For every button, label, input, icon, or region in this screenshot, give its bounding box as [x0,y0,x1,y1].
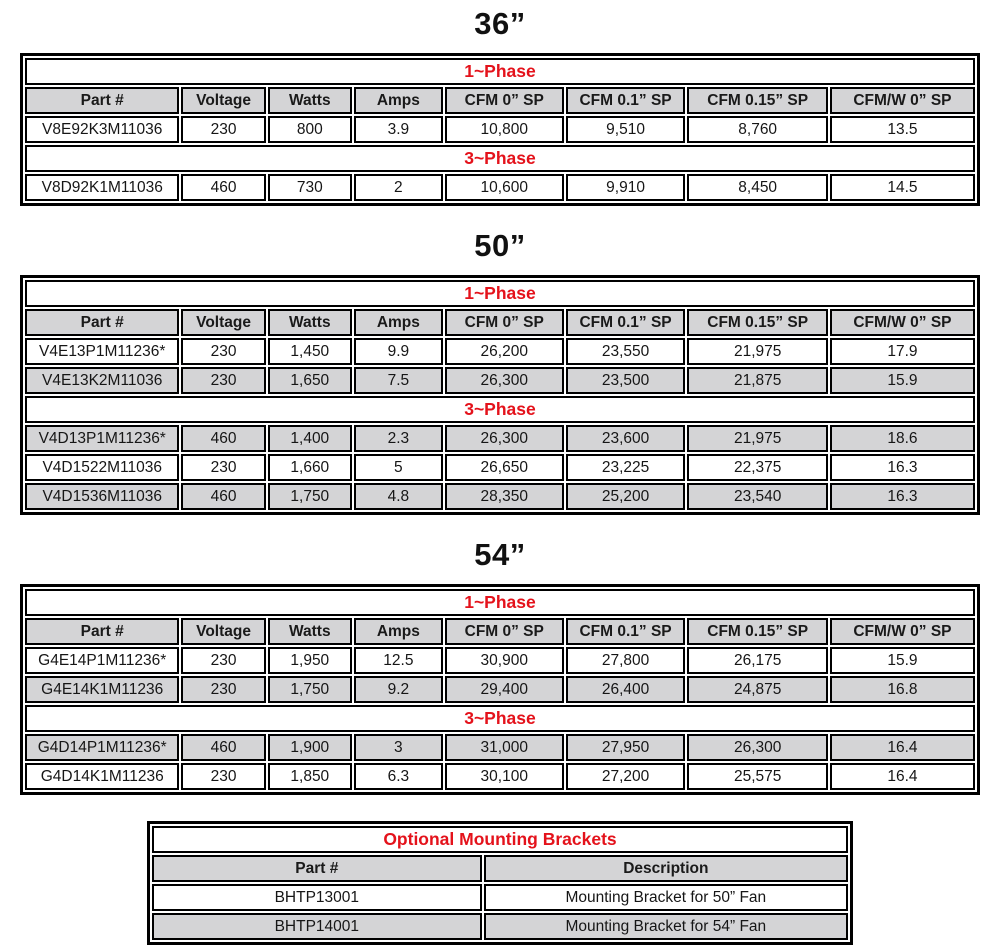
table-row [25,483,975,510]
table-cell: 10,800 [445,116,564,143]
spec-table-50 [20,275,980,515]
table-cell: 27,800 [566,647,686,674]
table-cell: 30,100 [445,763,564,790]
column-header: Voltage [181,309,265,336]
table-cell: 1,950 [268,647,352,674]
column-header: CFM 0.15” SP [687,618,827,645]
fan-section-54 [0,537,1000,795]
table-cell: 1,750 [268,676,352,703]
table-cell: 1,900 [268,734,352,761]
table-row [25,734,975,761]
table-cell: 460 [181,734,265,761]
phase-band-row [25,589,975,616]
phase-band-label: Optional Mounting Brackets [152,826,848,853]
table-cell: 9.2 [354,676,443,703]
table-cell: V4D1522M11036 [25,454,179,481]
table-cell: V4E13K2M11036 [25,367,179,394]
table-row [152,913,848,940]
table-cell: 16.4 [830,763,975,790]
column-header-row [25,87,975,114]
table-row [25,425,975,452]
column-header: Description [484,855,848,882]
phase-band-row [152,826,848,853]
spec-table-36 [20,53,980,206]
table-cell: 17.9 [830,338,975,365]
table-cell: Mounting Bracket for 54” Fan [484,913,848,940]
table-cell: G4E14K1M11236 [25,676,179,703]
table-cell: V4D1536M11036 [25,483,179,510]
table-cell: 460 [181,425,265,452]
table-cell: 2 [354,174,443,201]
table-cell: 9.9 [354,338,443,365]
phase-band-label: 1~Phase [25,280,975,307]
fan-section-36 [0,6,1000,206]
table-cell: 15.9 [830,647,975,674]
table-cell: 800 [268,116,352,143]
table-cell: 16.8 [830,676,975,703]
table-cell: 26,400 [566,676,686,703]
fan-size-title-50: 50” [474,228,526,263]
column-header: CFM 0.1” SP [566,309,686,336]
phase-band-label: 3~Phase [25,705,975,732]
table-cell: G4E14P1M11236* [25,647,179,674]
table-cell: 16.4 [830,734,975,761]
table-row [25,676,975,703]
table-cell: 16.3 [830,454,975,481]
table-cell: G4D14P1M11236* [25,734,179,761]
table-cell: 28,350 [445,483,564,510]
phase-band-label: 3~Phase [25,396,975,423]
table-cell: 5 [354,454,443,481]
table-cell: 1,650 [268,367,352,394]
column-header: Voltage [181,87,265,114]
table-row [25,763,975,790]
table-cell: 21,975 [687,338,827,365]
table-cell: 230 [181,454,265,481]
table-cell: 22,375 [687,454,827,481]
table-cell: 26,175 [687,647,827,674]
table-cell: 14.5 [830,174,975,201]
table-cell: 460 [181,483,265,510]
table-cell: 23,600 [566,425,686,452]
table-cell: BHTP14001 [152,913,482,940]
table-cell: G4D14K1M11236 [25,763,179,790]
table-cell: 230 [181,338,265,365]
table-cell: 460 [181,174,265,201]
table-row [25,647,975,674]
table-cell: 230 [181,116,265,143]
table-cell: 30,900 [445,647,564,674]
table-cell: 23,550 [566,338,686,365]
column-header: Part # [25,309,179,336]
column-header: Amps [354,87,443,114]
column-header: Amps [354,309,443,336]
phase-band-label: 1~Phase [25,589,975,616]
phase-band-row [25,705,975,732]
table-cell: 21,975 [687,425,827,452]
column-header: Amps [354,618,443,645]
table-row [152,884,848,911]
table-cell: 25,575 [687,763,827,790]
column-header: CFM 0” SP [445,309,564,336]
table-cell: 29,400 [445,676,564,703]
table-cell: 26,300 [445,425,564,452]
table-cell: V4E13P1M11236* [25,338,179,365]
table-cell: 18.6 [830,425,975,452]
fan-size-title-36: 36” [474,6,526,41]
table-cell: V8E92K3M11036 [25,116,179,143]
phase-band-label: 3~Phase [25,145,975,172]
table-cell: 26,300 [445,367,564,394]
phase-band-row [25,280,975,307]
table-cell: 2.3 [354,425,443,452]
table-cell: V8D92K1M11036 [25,174,179,201]
table-cell: 3.9 [354,116,443,143]
table-cell: 23,500 [566,367,686,394]
table-row [25,367,975,394]
table-cell: 7.5 [354,367,443,394]
table-cell: BHTP13001 [152,884,482,911]
table-cell: 230 [181,763,265,790]
fan-size-title-54: 54” [474,537,526,572]
fan-section-50 [0,228,1000,515]
table-cell: 24,875 [687,676,827,703]
column-header: Watts [268,618,352,645]
column-header: CFM 0.1” SP [566,87,686,114]
column-header: CFM 0.15” SP [687,87,827,114]
column-header: CFM/W 0” SP [830,618,975,645]
table-cell: 6.3 [354,763,443,790]
table-cell: 21,875 [687,367,827,394]
table-cell: 4.8 [354,483,443,510]
spec-table-54 [20,584,980,795]
phase-band-label: 1~Phase [25,58,975,85]
table-row [25,174,975,201]
table-cell: 730 [268,174,352,201]
table-cell: 16.3 [830,483,975,510]
table-cell: 25,200 [566,483,686,510]
column-header: Voltage [181,618,265,645]
table-cell: 8,760 [687,116,827,143]
column-header: CFM 0” SP [445,618,564,645]
table-cell: 26,650 [445,454,564,481]
brackets-table [147,821,853,945]
phase-band-row [25,58,975,85]
table-row [25,454,975,481]
column-header: Part # [25,87,179,114]
column-header: CFM 0.15” SP [687,309,827,336]
table-cell: 230 [181,676,265,703]
column-header: Part # [152,855,482,882]
column-header: Part # [25,618,179,645]
table-cell: 8,450 [687,174,827,201]
column-header-row [25,618,975,645]
table-cell: 23,225 [566,454,686,481]
table-cell: 1,400 [268,425,352,452]
brackets-section [0,821,1000,945]
phase-band-row [25,145,975,172]
column-header-row [25,309,975,336]
table-cell: 13.5 [830,116,975,143]
table-cell: 230 [181,367,265,394]
table-cell: 23,540 [687,483,827,510]
table-cell: 9,910 [566,174,686,201]
table-cell: 9,510 [566,116,686,143]
table-cell: V4D13P1M11236* [25,425,179,452]
table-cell: 1,660 [268,454,352,481]
table-cell: 27,950 [566,734,686,761]
column-header: CFM 0” SP [445,87,564,114]
table-cell: 10,600 [445,174,564,201]
table-cell: 230 [181,647,265,674]
column-header: CFM/W 0” SP [830,87,975,114]
table-cell: 26,200 [445,338,564,365]
table-cell: 27,200 [566,763,686,790]
table-cell: 1,850 [268,763,352,790]
column-header: CFM/W 0” SP [830,309,975,336]
table-row [25,338,975,365]
phase-band-row [25,396,975,423]
column-header-row [152,855,848,882]
column-header: Watts [268,309,352,336]
column-header: CFM 0.1” SP [566,618,686,645]
table-cell: 12.5 [354,647,443,674]
table-cell: 31,000 [445,734,564,761]
table-row [25,116,975,143]
table-cell: 1,750 [268,483,352,510]
table-cell: 15.9 [830,367,975,394]
table-cell: 3 [354,734,443,761]
table-cell: 1,450 [268,338,352,365]
table-cell: Mounting Bracket for 50” Fan [484,884,848,911]
table-cell: 26,300 [687,734,827,761]
column-header: Watts [268,87,352,114]
